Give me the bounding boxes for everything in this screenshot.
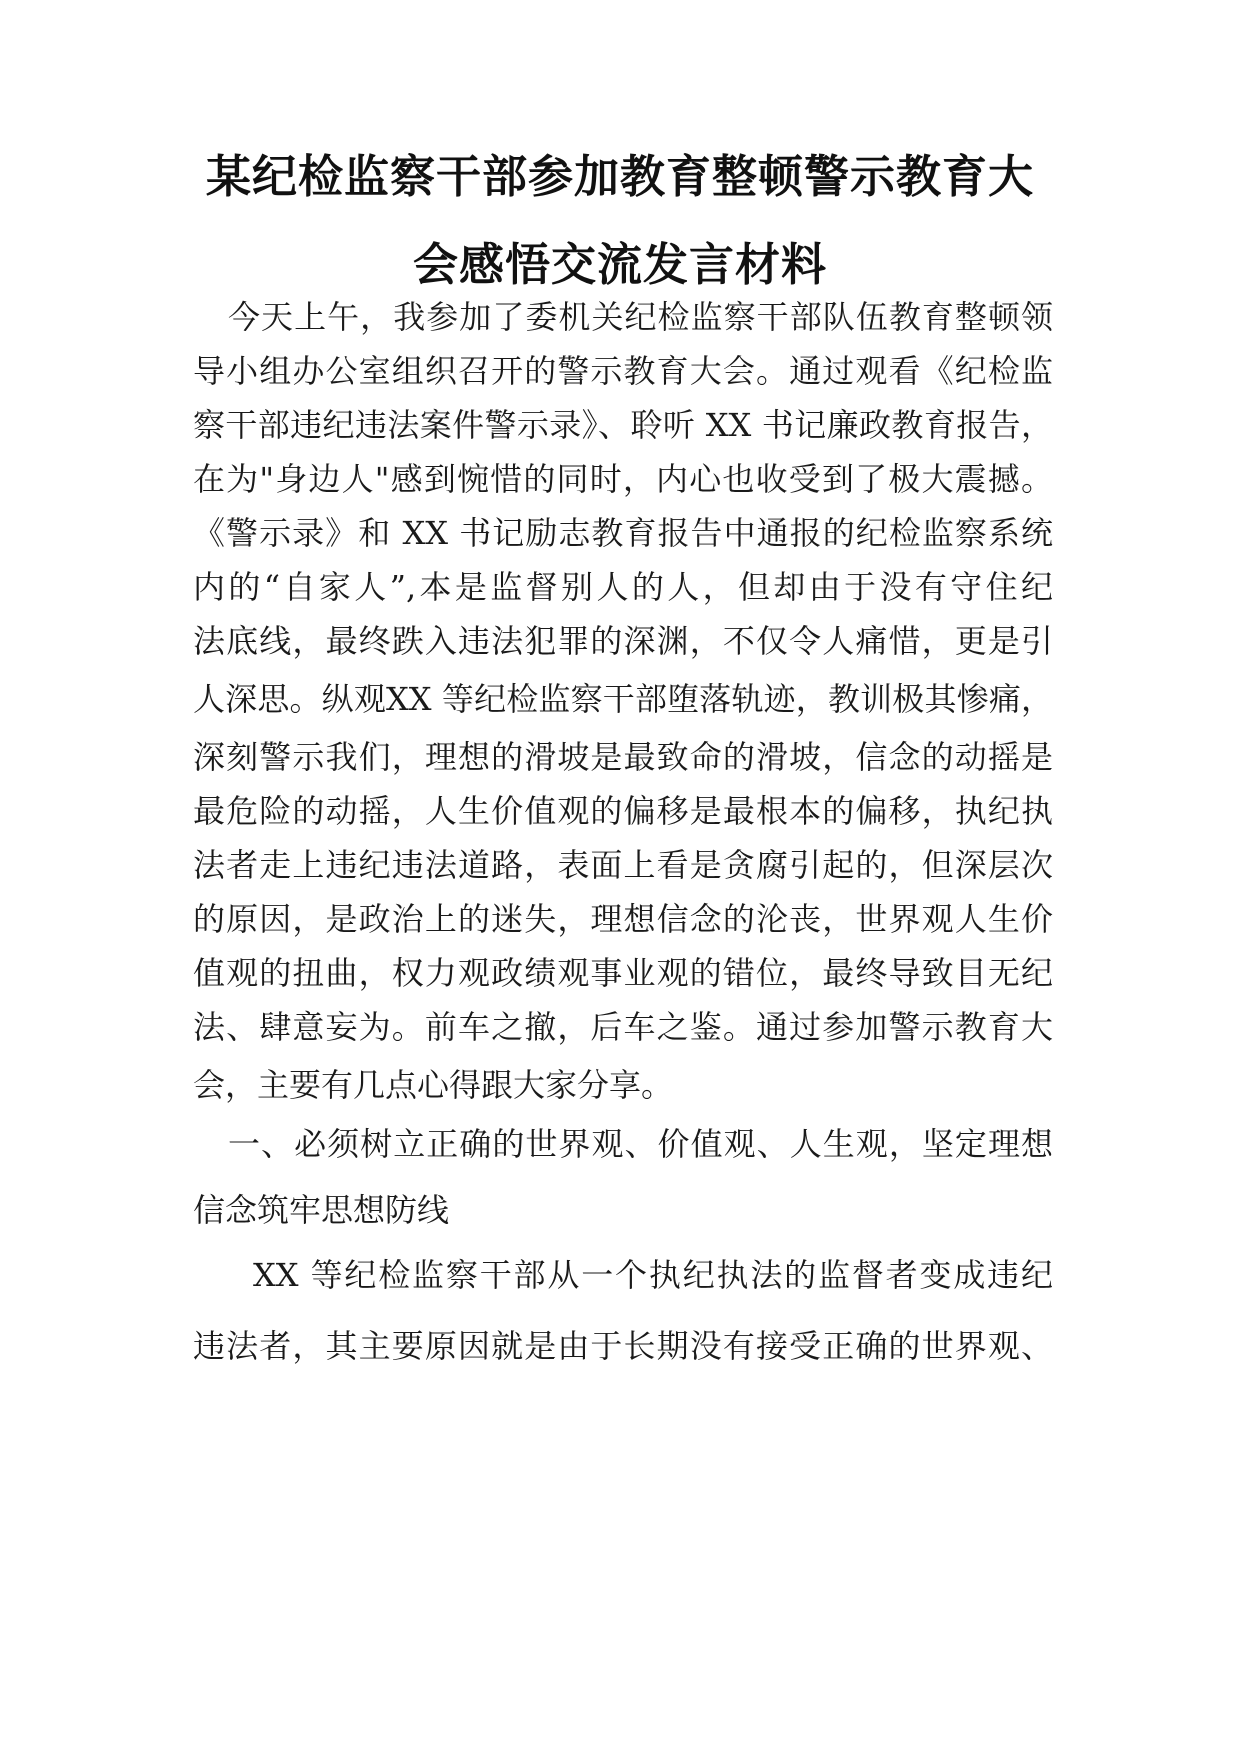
body-line-9: 深刻警示我们，理想的滑坡是最致命的滑坡，信念的动摇是 — [193, 738, 1053, 776]
section-heading-line-2: 信念筑牢思想防线 — [193, 1191, 450, 1229]
document-title-line-1: 某纪检监察干部参加教育整顿警示教育大 — [205, 150, 1034, 203]
section-heading-line-1: 一、必须树立正确的世界观、价值观、人生观，坚定理想 — [228, 1125, 1053, 1163]
body-line-8: 人深思。纵观XX 等纪检监察干部堕落轨迹，教训极其惨痛， — [193, 680, 1053, 718]
body-line-13: 值观的扭曲，权力观政绩观事业观的错位，最终导致目无纪 — [193, 954, 1053, 992]
body-line-1: 今天上午，我参加了委机关纪检监察干部队伍教育整顿领 — [228, 298, 1053, 336]
body-line-16: XX 等纪检监察干部从一个执纪执法的监督者变成违纪 — [253, 1256, 1053, 1294]
body-line-10: 最危险的动摇，人生价值观的偏移是最根本的偏移，执纪执 — [193, 792, 1053, 830]
body-line-12: 的原因，是政治上的迷失，理想信念的沦丧，世界观人生价 — [193, 900, 1053, 938]
body-line-7: 法底线，最终跌入违法犯罪的深渊，不仅令人痛惜，更是引 — [193, 622, 1053, 660]
body-line-5: 《警示录》和 XX 书记励志教育报告中通报的纪检监察系统 — [193, 514, 1053, 552]
document-title-line-2: 会感悟交流发言材料 — [412, 238, 827, 291]
body-line-17: 违法者，其主要原因就是由于长期没有接受正确的世界观、 — [193, 1327, 1053, 1365]
body-line-3: 察干部违纪违法案件警示录》、聆听 XX 书记廉政教育报告， — [193, 406, 1053, 444]
body-line-14: 法、肆意妄为。前车之撤，后车之鉴。通过参加警示教育大 — [193, 1008, 1053, 1046]
body-line-11: 法者走上违纪违法道路，表面上看是贪腐引起的，但深层次 — [193, 846, 1053, 884]
body-line-15: 会，主要有几点心得跟大家分享。 — [193, 1066, 674, 1104]
body-line-2: 导小组办公室组织召开的警示教育大会。通过观看《纪检监 — [193, 352, 1053, 390]
body-line-6: 内的“自家人”,本是监督别人的人，但却由于没有守住纪 — [193, 568, 1053, 606]
body-line-4: 在为"身边人"感到惋惜的同时，内心也收受到了极大震撼。 — [193, 460, 1053, 498]
